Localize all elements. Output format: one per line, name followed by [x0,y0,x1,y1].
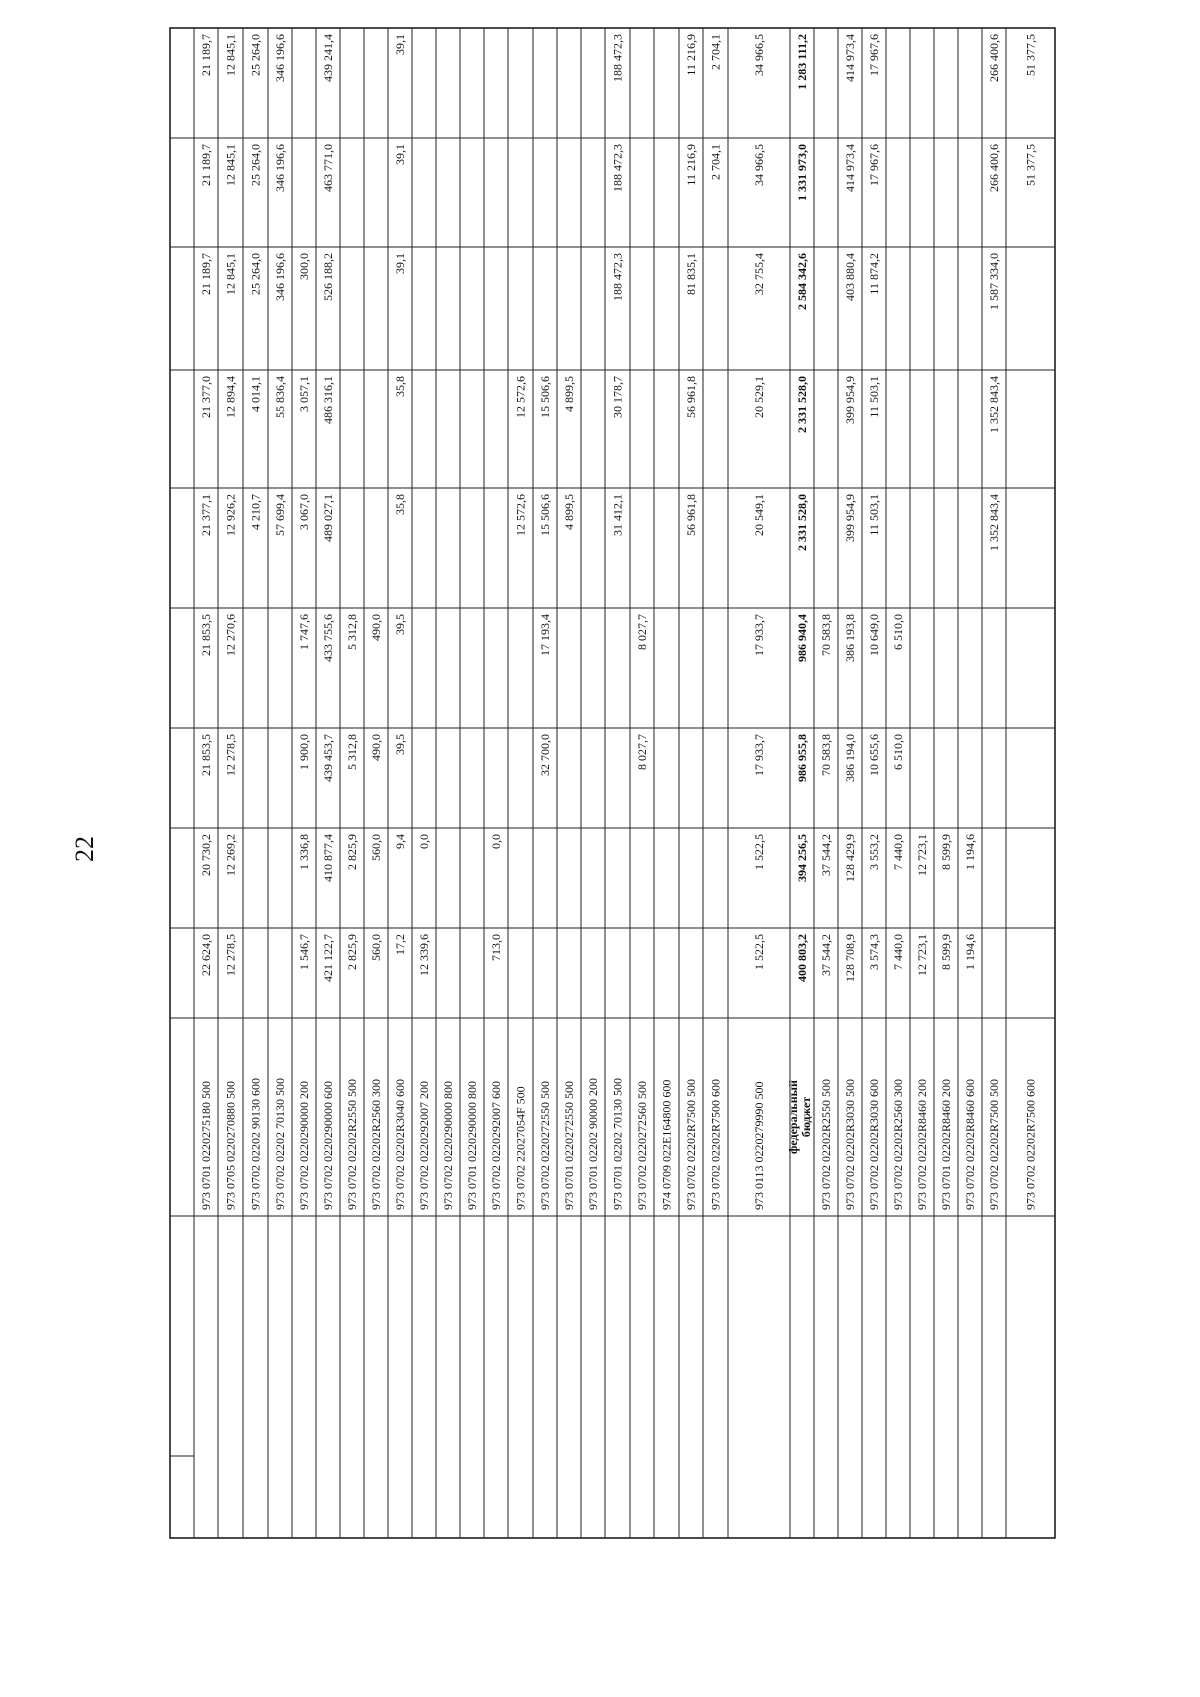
value-cell: 1 522,5 [752,834,766,870]
row-code: 973 0702 02202R8460 200 [915,1078,929,1210]
table-row [514,376,528,1210]
table-row [709,34,723,1210]
value-cell: 21 853,5 [199,614,213,656]
value-cell: 4 899,5 [562,494,576,530]
row-code: 973 0701 02202 90000 200 [586,1078,600,1210]
value-cell: 5 312,8 [345,614,359,650]
value-cell: 10 649,0 [867,614,881,656]
value-cell: 12 845,1 [223,253,238,295]
value-cell: 9,4 [393,834,407,849]
value-cell: 11 216,9 [684,144,698,186]
row-code: 973 0702 02202R3040 600 [393,1078,407,1210]
value-cell: 489 027,1 [321,494,335,542]
row-code: 973 0702 0220290000 600 [321,1081,335,1210]
value-cell: 399 954,9 [843,376,857,424]
value-cell: 403 880,4 [843,253,857,301]
value-cell: 20 549,1 [752,494,766,536]
value-cell: 526 188,2 [321,253,335,301]
table-row [939,834,953,1210]
value-cell: 1 587 334,0 [987,253,1001,310]
row-code: 973 0702 0220292007 200 [417,1081,431,1210]
value-cell: 32 700,0 [538,734,552,776]
value-cell: 8 027,7 [635,734,649,770]
row-label: бюджет [799,1096,813,1138]
value-cell: 3 067,0 [297,494,311,530]
value-cell: 1 194,6 [963,834,977,870]
table-row [635,614,649,1210]
row-code: 973 0702 0220272560 500 [635,1081,649,1210]
value-cell: 34 966,5 [752,144,766,186]
value-cell: 439 453,7 [321,734,335,782]
table-row [273,34,287,1210]
row-label: федеральный [786,1080,800,1154]
value-cell: 39,5 [393,734,407,755]
row-code: 973 0705 0220270880 500 [223,1081,238,1210]
row-code: 973 0702 02202R7500 600 [1023,1078,1038,1210]
row-code: 973 0702 02202R3030 600 [867,1078,881,1210]
value-cell: 4 899,5 [562,376,576,412]
value-cell: 986 940,4 [795,614,809,662]
value-cell: 17,2 [393,934,407,955]
value-cell: 1 522,5 [752,934,766,970]
table-row [369,614,383,1210]
value-cell: 1 900,0 [297,734,311,770]
value-cell: 399 954,9 [843,494,857,542]
value-cell: 2 704,1 [708,144,723,180]
table-row [321,34,335,1210]
value-cell: 25 264,0 [248,253,263,295]
row-code: 973 0702 02202 90130 600 [248,1078,263,1210]
value-cell: 7 440,0 [891,934,905,970]
value-cell: 4 014,1 [248,376,263,412]
table-row [987,34,1001,1210]
value-cell: 486 316,1 [321,376,335,424]
value-cell: 346 196,6 [273,144,287,192]
value-cell: 12 278,5 [223,934,238,976]
value-cell: 35,8 [393,494,407,515]
value-cell: 3 553,2 [867,834,881,870]
row-code: 973 0702 02202R2550 500 [819,1078,833,1210]
row-code: 973 0113 0220279990 500 [752,1081,766,1210]
row-code: 973 0702 02202R7500 500 [684,1078,698,1210]
page-number: 22 [70,836,99,862]
value-cell: 414 973,4 [843,34,857,82]
value-cell: 3 574,3 [867,934,881,970]
value-cell: 70 583,8 [819,614,833,656]
value-cell: 713,0 [489,934,503,961]
value-cell: 490,0 [369,614,383,641]
row-code: 974 0709 022E164800 600 [659,1079,674,1210]
value-cell: 57 699,4 [273,494,287,536]
value-cell: 346 196,6 [273,34,287,82]
value-cell: 128 429,9 [843,834,857,882]
value-cell: 386 193,8 [843,614,857,662]
row-code: 973 0702 02202R3030 500 [843,1078,857,1210]
table-row [345,614,359,1210]
value-cell: 12 926,2 [223,494,238,536]
value-cell: 414 973,4 [843,144,857,192]
value-cell: 17 967,6 [867,34,881,76]
value-cell: 12 339,6 [417,934,431,976]
value-cell: 32 755,4 [752,253,766,295]
value-cell: 51 377,5 [1023,144,1038,186]
value-cell: 10 655,6 [867,734,881,776]
value-cell: 81 835,1 [684,253,698,295]
value-cell: 11 874,2 [867,253,881,295]
table-row [819,614,833,1210]
table-row [891,614,905,1210]
value-cell: 7 440,0 [891,834,905,870]
value-cell: 400 803,2 [795,934,809,982]
value-cell: 1 194,6 [963,934,977,970]
value-cell: 6 510,0 [891,614,905,650]
value-cell: 31 412,1 [610,494,625,536]
value-cell: 266 400,6 [987,34,1001,82]
value-cell: 21 189,7 [199,144,213,186]
row-code: 973 0702 0220290000 800 [441,1081,455,1210]
table-row [684,34,698,1210]
value-cell: 11 503,1 [867,494,881,536]
value-cell: 394 256,5 [795,834,809,882]
value-cell: 386 194,0 [843,734,857,782]
value-cell: 25 264,0 [248,144,263,186]
table-row [417,834,431,1210]
value-cell: 12 269,2 [223,834,238,876]
value-cell: 1 747,6 [297,614,311,650]
value-cell: 56 961,8 [684,376,698,418]
value-cell: 410 877,4 [321,834,335,882]
value-cell: 39,1 [393,253,407,274]
table-row [963,834,977,1210]
value-cell: 421 122,7 [321,934,335,982]
value-cell: 39,5 [393,614,407,635]
value-cell: 51 377,5 [1023,34,1038,76]
table-row [843,34,857,1210]
table-row [224,34,238,1210]
table-row [660,1080,674,1210]
value-cell: 17 193,4 [538,614,552,656]
value-cell: 986 955,8 [795,734,809,782]
row-code: 973 0702 0220292007 600 [489,1081,503,1210]
row-code: 973 0702 0220290000 200 [297,1081,311,1210]
value-cell: 15 506,6 [538,376,552,418]
value-cell: 12 572,6 [513,494,528,536]
row-code: 973 0701 02202 70130 500 [610,1078,625,1210]
value-cell: 0,0 [417,834,431,849]
row-code: 973 0701 0220275180 500 [199,1081,213,1210]
table-row [393,34,407,1210]
row-code: 973 0701 0220290000 800 [465,1081,479,1210]
table-row [489,834,503,1210]
value-cell: 11 216,9 [684,34,698,76]
value-cell: 12 723,1 [915,934,929,976]
row-code: 973 0701 02202R8460 200 [939,1078,953,1210]
value-cell: 5 312,8 [345,734,359,770]
value-cell: 11 503,1 [867,376,881,418]
value-cell: 37 544,2 [819,934,833,976]
value-cell: 1 352 843,4 [987,376,1001,433]
value-cell: 1 546,7 [297,934,311,970]
value-cell: 2 584 342,6 [795,253,809,310]
table-row [297,253,311,1210]
table-row [199,34,213,1210]
value-cell: 22 624,0 [199,934,213,976]
value-cell: 30 178,7 [610,376,625,418]
row-code: 973 0702 02202R7500 600 [708,1078,723,1210]
value-cell: 433 755,6 [321,614,335,662]
value-cell: 21 189,7 [199,253,213,295]
value-cell: 3 057,1 [297,376,311,412]
value-cell: 560,0 [369,834,383,861]
row-code: 973 0702 02202 70130 500 [273,1078,287,1210]
value-cell: 12 894,4 [223,376,238,418]
value-cell: 8 599,9 [939,834,953,870]
value-cell: 1 352 843,4 [987,494,1001,551]
value-cell: 490,0 [369,734,383,761]
table-row [562,376,576,1210]
value-cell: 56 961,8 [684,494,698,536]
row-code: 973 0701 0220272550 500 [562,1081,576,1210]
value-cell: 188 472,3 [610,144,625,192]
value-cell: 8 599,9 [939,934,953,970]
value-cell: 70 583,8 [819,734,833,776]
value-cell: 37 544,2 [819,834,833,876]
table-row [752,34,766,1210]
value-cell: 35,8 [393,376,407,397]
value-cell: 1 331 973,0 [795,144,809,201]
value-cell: 39,1 [393,34,407,55]
value-cell: 25 264,0 [248,34,263,76]
value-cell: 346 196,6 [273,253,287,301]
row-code: 973 0702 02202R8460 600 [963,1078,977,1210]
value-cell: 20 730,2 [199,834,213,876]
value-cell: 12 572,6 [513,376,528,418]
value-cell: 188 472,3 [610,253,625,301]
value-cell: 55 836,4 [273,376,287,418]
value-cell: 21 189,7 [199,34,213,76]
value-cell: 300,0 [297,253,311,280]
table-row [915,834,929,1210]
value-cell: 12 278,5 [223,734,238,776]
value-cell: 8 027,7 [635,614,649,650]
value-cell: 1 283 111,2 [795,34,809,90]
value-cell: 188 472,3 [610,34,625,82]
value-cell: 2 825,9 [345,834,359,870]
value-cell: 266 400,6 [987,144,1001,192]
value-cell: 17 933,7 [752,734,766,776]
row-code: 973 0702 02202R2550 500 [345,1078,359,1210]
value-cell: 17 933,7 [752,614,766,656]
value-cell: 39,1 [393,144,407,165]
value-cell: 2 825,9 [345,934,359,970]
value-cell: 12 723,1 [915,834,929,876]
table-row [1024,34,1038,1210]
value-cell: 12 845,1 [223,34,238,76]
value-cell: 15 506,6 [538,494,552,536]
value-cell: 2 704,1 [708,34,723,70]
value-cell: 20 529,1 [752,376,766,418]
value-cell: 0,0 [489,834,503,849]
row-code: 973 0702 02202R2560 300 [369,1078,383,1210]
table-row [441,1081,455,1210]
value-cell: 560,0 [369,934,383,961]
row-code: 973 0702 02202R7500 500 [987,1078,1001,1210]
value-cell: 21 377,1 [199,494,213,536]
value-cell: 463 771,0 [321,144,335,192]
value-cell: 128 708,9 [843,934,857,982]
value-cell: 6 510,0 [891,734,905,770]
row-code: 973 0702 02202R2560 300 [891,1078,905,1210]
table-row [538,376,552,1210]
table-row [611,34,625,1210]
value-cell: 439 241,4 [321,34,335,82]
value-cell: 12 845,1 [223,144,238,186]
value-cell: 4 210,7 [248,494,263,530]
row-code: 973 0702 22027054F 500 [513,1086,528,1210]
table-row [465,1081,479,1210]
value-cell: 34 966,5 [752,34,766,76]
value-cell: 1 336,8 [297,834,311,870]
row-code: 973 0702 0220272550 500 [538,1081,552,1210]
value-cell: 2 331 528,0 [795,376,809,433]
value-cell: 17 967,6 [867,144,881,186]
table-row [249,34,263,1210]
value-cell: 2 331 528,0 [795,494,809,551]
value-cell: 12 270,6 [223,614,238,656]
table-row [867,34,881,1210]
value-cell: 21 377,0 [199,376,213,418]
value-cell: 21 853,5 [199,734,213,776]
table-row [586,1078,600,1210]
